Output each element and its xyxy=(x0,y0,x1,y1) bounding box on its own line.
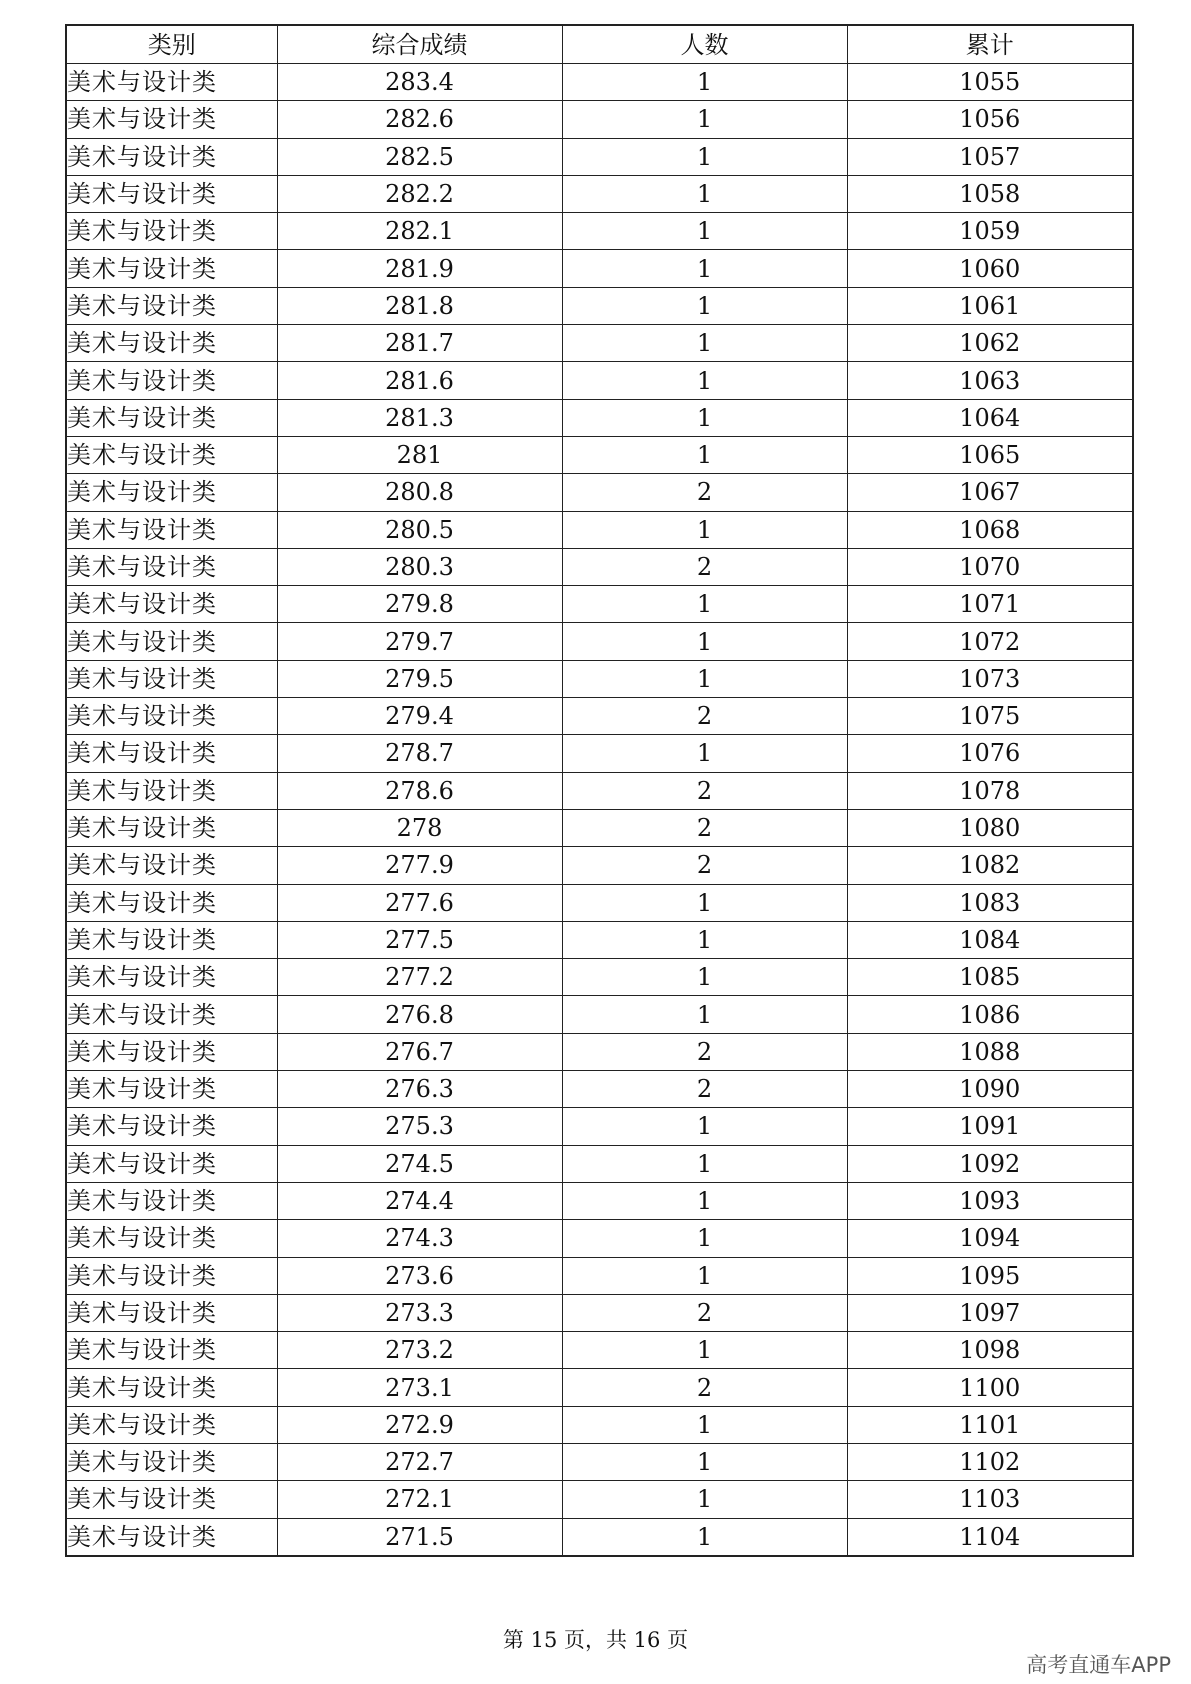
page-number: 第 15 页，共 16 页 xyxy=(502,1628,689,1652)
table-row xyxy=(66,1332,1133,1369)
cell-score: 277.2 xyxy=(277,959,562,996)
cell-score: 279.8 xyxy=(277,586,562,623)
cell-cumulative: 1085 xyxy=(847,959,1133,996)
cell-score: 281.9 xyxy=(277,250,562,287)
cell-score: 281.7 xyxy=(277,325,562,362)
cell-count: 1 xyxy=(562,1220,847,1257)
cell-score: 276.8 xyxy=(277,996,562,1033)
cell-cumulative: 1059 xyxy=(847,213,1133,250)
cell-count: 1 xyxy=(562,138,847,175)
cell-score: 276.7 xyxy=(277,1033,562,1070)
cell-count: 1 xyxy=(562,101,847,138)
cell-count: 1 xyxy=(562,1443,847,1480)
cell-count: 1 xyxy=(562,213,847,250)
cell-count: 1 xyxy=(562,1332,847,1369)
cell-score: 281.6 xyxy=(277,362,562,399)
cell-count: 1 xyxy=(562,399,847,436)
cell-cumulative: 1098 xyxy=(847,1332,1133,1369)
cell-score: 273.3 xyxy=(277,1294,562,1331)
table-row xyxy=(66,250,1133,287)
header-category: 类别 xyxy=(66,25,277,64)
cell-score: 272.9 xyxy=(277,1406,562,1443)
cell-cumulative: 1086 xyxy=(847,996,1133,1033)
cell-count: 1 xyxy=(562,1108,847,1145)
cell-count: 2 xyxy=(562,474,847,511)
cell-score: 282.2 xyxy=(277,175,562,212)
cell-count: 1 xyxy=(562,623,847,660)
table-body xyxy=(66,64,1133,1556)
table-row xyxy=(66,399,1133,436)
cell-cumulative: 1095 xyxy=(847,1257,1133,1294)
cell-score: 280.5 xyxy=(277,511,562,548)
cell-cumulative: 1078 xyxy=(847,772,1133,809)
cell-category: 美术与设计类 xyxy=(66,623,277,660)
table-header xyxy=(66,25,1133,64)
cell-category: 美术与设计类 xyxy=(66,1257,277,1294)
table-row xyxy=(66,1257,1133,1294)
cell-score: 277.9 xyxy=(277,847,562,884)
cell-count: 1 xyxy=(562,1481,847,1518)
table-row xyxy=(66,1294,1133,1331)
table-row xyxy=(66,1145,1133,1182)
table-row xyxy=(66,1182,1133,1219)
cell-cumulative: 1104 xyxy=(847,1518,1133,1556)
cell-count: 1 xyxy=(562,660,847,697)
cell-count: 2 xyxy=(562,809,847,846)
cell-count: 1 xyxy=(562,1406,847,1443)
cell-category: 美术与设计类 xyxy=(66,362,277,399)
cell-count: 1 xyxy=(562,1182,847,1219)
cell-category: 美术与设计类 xyxy=(66,1220,277,1257)
cell-category: 美术与设计类 xyxy=(66,138,277,175)
table-row xyxy=(66,138,1133,175)
cell-cumulative: 1103 xyxy=(847,1481,1133,1518)
table-row xyxy=(66,959,1133,996)
table-row xyxy=(66,1481,1133,1518)
cell-category: 美术与设计类 xyxy=(66,1182,277,1219)
cell-count: 2 xyxy=(562,548,847,585)
table-row xyxy=(66,1443,1133,1480)
cell-cumulative: 1061 xyxy=(847,287,1133,324)
cell-cumulative: 1101 xyxy=(847,1406,1133,1443)
cell-category: 美术与设计类 xyxy=(66,959,277,996)
table-row xyxy=(66,474,1133,511)
cell-category: 美术与设计类 xyxy=(66,399,277,436)
cell-count: 1 xyxy=(562,921,847,958)
cell-category: 美术与设计类 xyxy=(66,586,277,623)
table-row xyxy=(66,1518,1133,1556)
cell-cumulative: 1100 xyxy=(847,1369,1133,1406)
cell-score: 276.3 xyxy=(277,1071,562,1108)
cell-category: 美术与设计类 xyxy=(66,809,277,846)
cell-score: 279.5 xyxy=(277,660,562,697)
table-row xyxy=(66,213,1133,250)
cell-score: 273.2 xyxy=(277,1332,562,1369)
cell-cumulative: 1091 xyxy=(847,1108,1133,1145)
cell-count: 1 xyxy=(562,287,847,324)
cell-score: 274.4 xyxy=(277,1182,562,1219)
cell-score: 275.3 xyxy=(277,1108,562,1145)
cell-score: 273.1 xyxy=(277,1369,562,1406)
cell-count: 2 xyxy=(562,772,847,809)
cell-cumulative: 1072 xyxy=(847,623,1133,660)
cell-category: 美术与设计类 xyxy=(66,660,277,697)
cell-score: 280.8 xyxy=(277,474,562,511)
cell-cumulative: 1055 xyxy=(847,64,1133,101)
cell-score: 282.5 xyxy=(277,138,562,175)
cell-score: 281 xyxy=(277,436,562,473)
cell-category: 美术与设计类 xyxy=(66,735,277,772)
cell-category: 美术与设计类 xyxy=(66,175,277,212)
table-row xyxy=(66,175,1133,212)
cell-category: 美术与设计类 xyxy=(66,548,277,585)
cell-score: 282.6 xyxy=(277,101,562,138)
cell-cumulative: 1065 xyxy=(847,436,1133,473)
cell-cumulative: 1068 xyxy=(847,511,1133,548)
cell-category: 美术与设计类 xyxy=(66,847,277,884)
cell-cumulative: 1102 xyxy=(847,1443,1133,1480)
cell-score: 279.7 xyxy=(277,623,562,660)
cell-category: 美术与设计类 xyxy=(66,884,277,921)
cell-category: 美术与设计类 xyxy=(66,511,277,548)
cell-score: 273.6 xyxy=(277,1257,562,1294)
cell-count: 1 xyxy=(562,362,847,399)
cell-cumulative: 1084 xyxy=(847,921,1133,958)
cell-score: 274.3 xyxy=(277,1220,562,1257)
cell-category: 美术与设计类 xyxy=(66,996,277,1033)
table-row xyxy=(66,64,1133,101)
cell-cumulative: 1062 xyxy=(847,325,1133,362)
cell-score: 274.5 xyxy=(277,1145,562,1182)
cell-score: 278.7 xyxy=(277,735,562,772)
cell-score: 282.1 xyxy=(277,213,562,250)
cell-score: 271.5 xyxy=(277,1518,562,1556)
cell-cumulative: 1075 xyxy=(847,698,1133,735)
cell-count: 1 xyxy=(562,325,847,362)
cell-score: 277.5 xyxy=(277,921,562,958)
cell-score: 277.6 xyxy=(277,884,562,921)
cell-count: 1 xyxy=(562,884,847,921)
cell-count: 1 xyxy=(562,1145,847,1182)
cell-cumulative: 1060 xyxy=(847,250,1133,287)
cell-score: 279.4 xyxy=(277,698,562,735)
cell-category: 美术与设计类 xyxy=(66,474,277,511)
cell-cumulative: 1071 xyxy=(847,586,1133,623)
cell-category: 美术与设计类 xyxy=(66,325,277,362)
table-row xyxy=(66,884,1133,921)
cell-cumulative: 1064 xyxy=(847,399,1133,436)
cell-count: 1 xyxy=(562,64,847,101)
header-row xyxy=(66,25,1133,64)
cell-category: 美术与设计类 xyxy=(66,921,277,958)
table-row xyxy=(66,1220,1133,1257)
cell-cumulative: 1092 xyxy=(847,1145,1133,1182)
cell-count: 2 xyxy=(562,698,847,735)
table-row xyxy=(66,436,1133,473)
table-row xyxy=(66,735,1133,772)
cell-category: 美术与设计类 xyxy=(66,1443,277,1480)
table-row xyxy=(66,1033,1133,1070)
table-row xyxy=(66,623,1133,660)
cell-category: 美术与设计类 xyxy=(66,213,277,250)
table-row xyxy=(66,287,1133,324)
table-row xyxy=(66,362,1133,399)
cell-cumulative: 1058 xyxy=(847,175,1133,212)
table-row xyxy=(66,921,1133,958)
cell-score: 280.3 xyxy=(277,548,562,585)
cell-score: 283.4 xyxy=(277,64,562,101)
cell-count: 1 xyxy=(562,996,847,1033)
cell-count: 2 xyxy=(562,847,847,884)
cell-cumulative: 1080 xyxy=(847,809,1133,846)
cell-cumulative: 1093 xyxy=(847,1182,1133,1219)
cell-cumulative: 1076 xyxy=(847,735,1133,772)
score-table xyxy=(65,24,1134,1557)
header-count: 人数 xyxy=(562,25,847,64)
table-row xyxy=(66,586,1133,623)
cell-category: 美术与设计类 xyxy=(66,1406,277,1443)
table-row xyxy=(66,1071,1133,1108)
table-row xyxy=(66,511,1133,548)
cell-count: 1 xyxy=(562,511,847,548)
cell-category: 美术与设计类 xyxy=(66,64,277,101)
table-row xyxy=(66,809,1133,846)
cell-category: 美术与设计类 xyxy=(66,1294,277,1331)
cell-category: 美术与设计类 xyxy=(66,1145,277,1182)
cell-score: 281.8 xyxy=(277,287,562,324)
cell-category: 美术与设计类 xyxy=(66,1108,277,1145)
cell-count: 1 xyxy=(562,250,847,287)
cell-score: 278 xyxy=(277,809,562,846)
cell-category: 美术与设计类 xyxy=(66,287,277,324)
cell-category: 美术与设计类 xyxy=(66,101,277,138)
cell-cumulative: 1056 xyxy=(847,101,1133,138)
cell-category: 美术与设计类 xyxy=(66,1332,277,1369)
table-row xyxy=(66,660,1133,697)
cell-cumulative: 1070 xyxy=(847,548,1133,585)
cell-cumulative: 1083 xyxy=(847,884,1133,921)
cell-category: 美术与设计类 xyxy=(66,436,277,473)
cell-score: 272.1 xyxy=(277,1481,562,1518)
cell-score: 278.6 xyxy=(277,772,562,809)
header-score: 综合成绩 xyxy=(277,25,562,64)
cell-count: 2 xyxy=(562,1294,847,1331)
table-row xyxy=(66,548,1133,585)
cell-count: 2 xyxy=(562,1033,847,1070)
cell-category: 美术与设计类 xyxy=(66,698,277,735)
cell-cumulative: 1097 xyxy=(847,1294,1133,1331)
watermark: 高考直通车APP xyxy=(1026,1653,1171,1677)
cell-category: 美术与设计类 xyxy=(66,1518,277,1556)
table-row xyxy=(66,772,1133,809)
table-row xyxy=(66,1108,1133,1145)
table-row xyxy=(66,847,1133,884)
cell-category: 美术与设计类 xyxy=(66,250,277,287)
cell-count: 2 xyxy=(562,1369,847,1406)
table-row xyxy=(66,698,1133,735)
cell-category: 美术与设计类 xyxy=(66,1481,277,1518)
cell-cumulative: 1090 xyxy=(847,1071,1133,1108)
table-row xyxy=(66,1369,1133,1406)
cell-cumulative: 1088 xyxy=(847,1033,1133,1070)
cell-count: 1 xyxy=(562,175,847,212)
cell-cumulative: 1067 xyxy=(847,474,1133,511)
cell-score: 281.3 xyxy=(277,399,562,436)
cell-cumulative: 1073 xyxy=(847,660,1133,697)
cell-score: 272.7 xyxy=(277,1443,562,1480)
cell-category: 美术与设计类 xyxy=(66,1033,277,1070)
cell-count: 1 xyxy=(562,436,847,473)
cell-category: 美术与设计类 xyxy=(66,1071,277,1108)
cell-count: 1 xyxy=(562,1518,847,1556)
cell-category: 美术与设计类 xyxy=(66,1369,277,1406)
cell-count: 1 xyxy=(562,735,847,772)
cell-count: 1 xyxy=(562,586,847,623)
cell-count: 2 xyxy=(562,1071,847,1108)
cell-cumulative: 1063 xyxy=(847,362,1133,399)
table-row xyxy=(66,101,1133,138)
table-row xyxy=(66,1406,1133,1443)
cell-cumulative: 1057 xyxy=(847,138,1133,175)
cell-count: 1 xyxy=(562,1257,847,1294)
cell-cumulative: 1082 xyxy=(847,847,1133,884)
table-row xyxy=(66,325,1133,362)
cell-category: 美术与设计类 xyxy=(66,772,277,809)
header-cumulative: 累计 xyxy=(847,25,1133,64)
cell-cumulative: 1094 xyxy=(847,1220,1133,1257)
cell-count: 1 xyxy=(562,959,847,996)
table-row xyxy=(66,996,1133,1033)
